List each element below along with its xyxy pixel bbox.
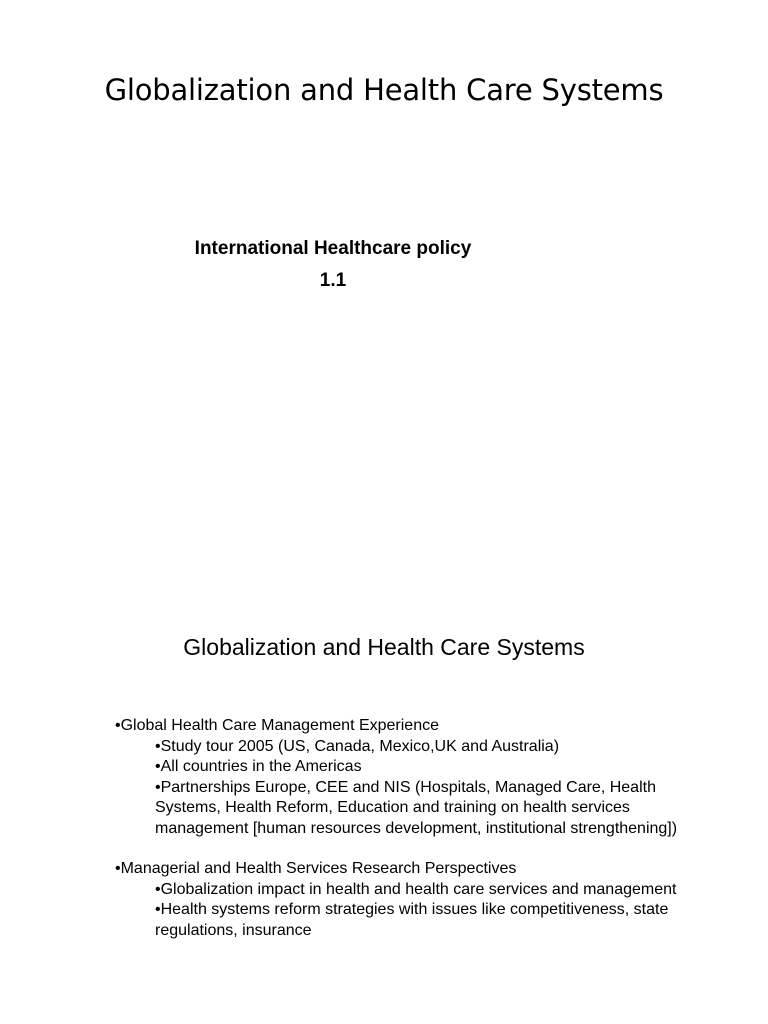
list-item: •Health systems reform strategies with issues like competitiveness, state regulations, insurance	[155, 901, 669, 939]
section-1-heading: •Global Health Care Management Experience	[115, 717, 439, 734]
list-item: •Globalization impact in health and health care services and management	[155, 880, 677, 898]
slide-1-subtitle	[178, 233, 488, 297]
slide-1-title: Globalization and Health Care Systems	[104, 73, 664, 107]
section-2-heading: •Managerial and Health Services Research Perspectives	[115, 860, 517, 877]
subtitle-line-1: International Healthcare policy	[194, 238, 472, 259]
list-item: •Study tour 2005 (US, Canada, Mexico,UK and Australia)	[155, 737, 560, 755]
list-item: •All countries in the Americas	[155, 758, 362, 775]
slide-2-content	[115, 716, 715, 941]
section-gap	[115, 839, 715, 859]
slide-2	[0, 576, 768, 1024]
list-item: •Partnerships Europe, CEE and NIS (Hospitals, Managed Care, Health Systems, Health Reform, Education and training on health services management [human resources development, institutional strengthening])	[155, 778, 678, 837]
slide-2-title: Globalization and Health Care Systems	[183, 634, 585, 660]
subtitle-line-2: 1.1	[319, 270, 347, 291]
